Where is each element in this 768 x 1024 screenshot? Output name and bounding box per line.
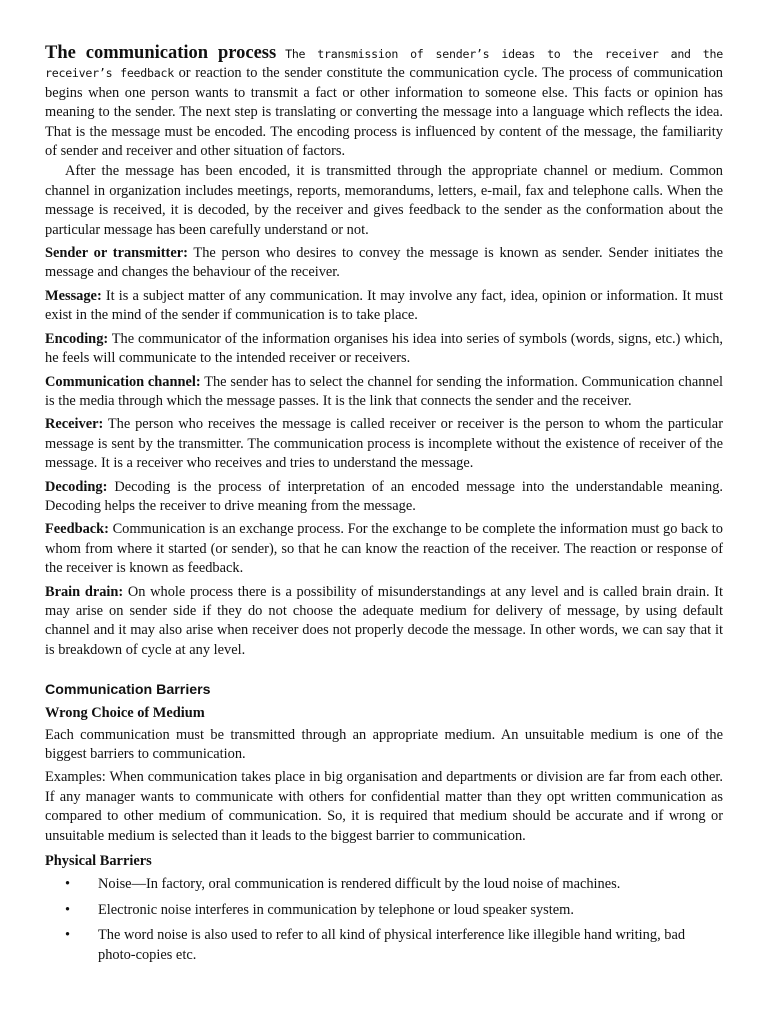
intro-lead: The transmission of sender’s ideas to the receiver and the receiver’s feedback: [45, 47, 723, 81]
list-item: [45, 875, 723, 894]
intro-paragraph-2: After the message has been encoded, it is transmitted through the appropriate channel or medium. Common channel in organization includes meetings, reports, memorandums, letters, e-mail, fax and telephone calls. When the message is received, it is decoded, by the receiver and gives feedback to the sender as the conformation about the particular message has been carefully understand or not.: [45, 163, 723, 238]
term-label: Feedback:: [45, 521, 109, 538]
term-text: The communicator of the information organises his idea into series of symbols (words, signs, etc.) which, he feels will communicate to the intended receiver or receivers.: [45, 330, 723, 367]
bullet-icon: •: [65, 927, 71, 944]
wrong-medium-paragraph-2: Examples: When communication takes place in big organisation and departments or division are far from each other. If any manager wants to communicate with others for confidential matter than they opt written communication as compared to other medium of communication. So, it is required that medium should be accurate and if wrong or unsuitable medium is selected than it leads to the biggest barrier to communication.: [45, 769, 723, 844]
term-channel: [45, 373, 723, 412]
intro-text: or reaction to the sender constitute the communication cycle. The process of communication begins when one person wants to transmit a fact or other information to someone else. This facts or opinion has meaning to the sender. The next step is translating or converting the message into a language which reflects the idea. That is the message must be encoded. The encoding process is influenced by content of the message, the familiarity of sender and receiver and other situation of factors.: [45, 65, 723, 160]
term-label: Communication channel:: [45, 373, 201, 390]
term-label: Brain drain:: [45, 583, 124, 600]
term-decoding: [45, 478, 723, 517]
physical-barriers-list: [45, 875, 723, 965]
term-receiver: [45, 415, 723, 473]
term-text: The person who receives the message is called receiver or receiver is the person to whom the particular message is sent by the transmitter. The communication process is incomplete without the existence of receiver of the message. It is a receiver who receives and tries to understand the message.: [45, 416, 723, 472]
bullet-icon: •: [65, 901, 71, 918]
term-text: The person who desires to convey the message is known as sender. Sender initiates the message and changes the behaviour of the receiver.: [45, 245, 724, 281]
term-label: Decoding:: [45, 478, 108, 495]
term-label: Sender or transmitter:: [45, 245, 188, 262]
list-item-text: Noise—In factory, oral communication is rendered difficult by the loud noise of machines.: [98, 876, 621, 893]
term-encoding: [45, 330, 723, 369]
term-label: Encoding:: [45, 330, 109, 347]
term-label: Message:: [45, 287, 102, 304]
bullet-icon: •: [65, 876, 71, 893]
term-message: [45, 287, 723, 326]
term-text: Communication is an exchange process. For the exchange to be complete the information must go back to whom from where it started (or sender), so that he can know the reaction of the receiver. The reaction or response of the receiver is known as feedback.: [45, 521, 723, 577]
barriers-heading: Communication Barriers: [45, 682, 211, 699]
wrong-medium-heading: Wrong Choice of Medium: [45, 705, 205, 722]
term-text: Decoding is the process of interpretation of an encoded message into the understandable meaning. Decoding helps the receiver to drive meaning from the message.: [45, 478, 723, 514]
term-text: On whole process there is a possibility of misunderstandings at any level and is called brain drain. It may arise on sender side if they do not choose the adequate medium for delivery of message, by using default channel and it may also arise when receiver does not properly decode the message. In other words, we can say that it is breakdown of cycle at any level.: [45, 583, 723, 658]
term-feedback: [45, 520, 723, 578]
list-item-text: Electronic noise interferes in communication by telephone or loud speaker system.: [98, 901, 574, 918]
list-item: [45, 901, 723, 920]
list-item-text: The word noise is also used to refer to all kind of physical interference like illegible hand writing, bad photo-copies etc.: [98, 927, 686, 963]
term-text: It is a subject matter of any communication. It may involve any fact, idea, opinion or information. It must exist in the mind of the sender if communication is to take place.: [45, 287, 723, 324]
term-sender: [45, 244, 723, 283]
section-title: The communication process: [45, 43, 277, 63]
term-label: Receiver:: [45, 416, 104, 433]
physical-barriers-heading: Physical Barriers: [45, 853, 152, 870]
wrong-medium-paragraph-1: Each communication must be transmitted through an appropriate medium. An unsuitable medium is one of the biggest barriers to communication.: [45, 726, 723, 762]
term-brain-drain: [45, 583, 723, 661]
term-text: The sender has to select the channel for sending the information. Communication channel is the media through which the message passes. It is the link that connects the sender and the receiver.: [45, 373, 723, 409]
list-item: [45, 926, 723, 965]
intro-paragraph: [45, 44, 723, 161]
